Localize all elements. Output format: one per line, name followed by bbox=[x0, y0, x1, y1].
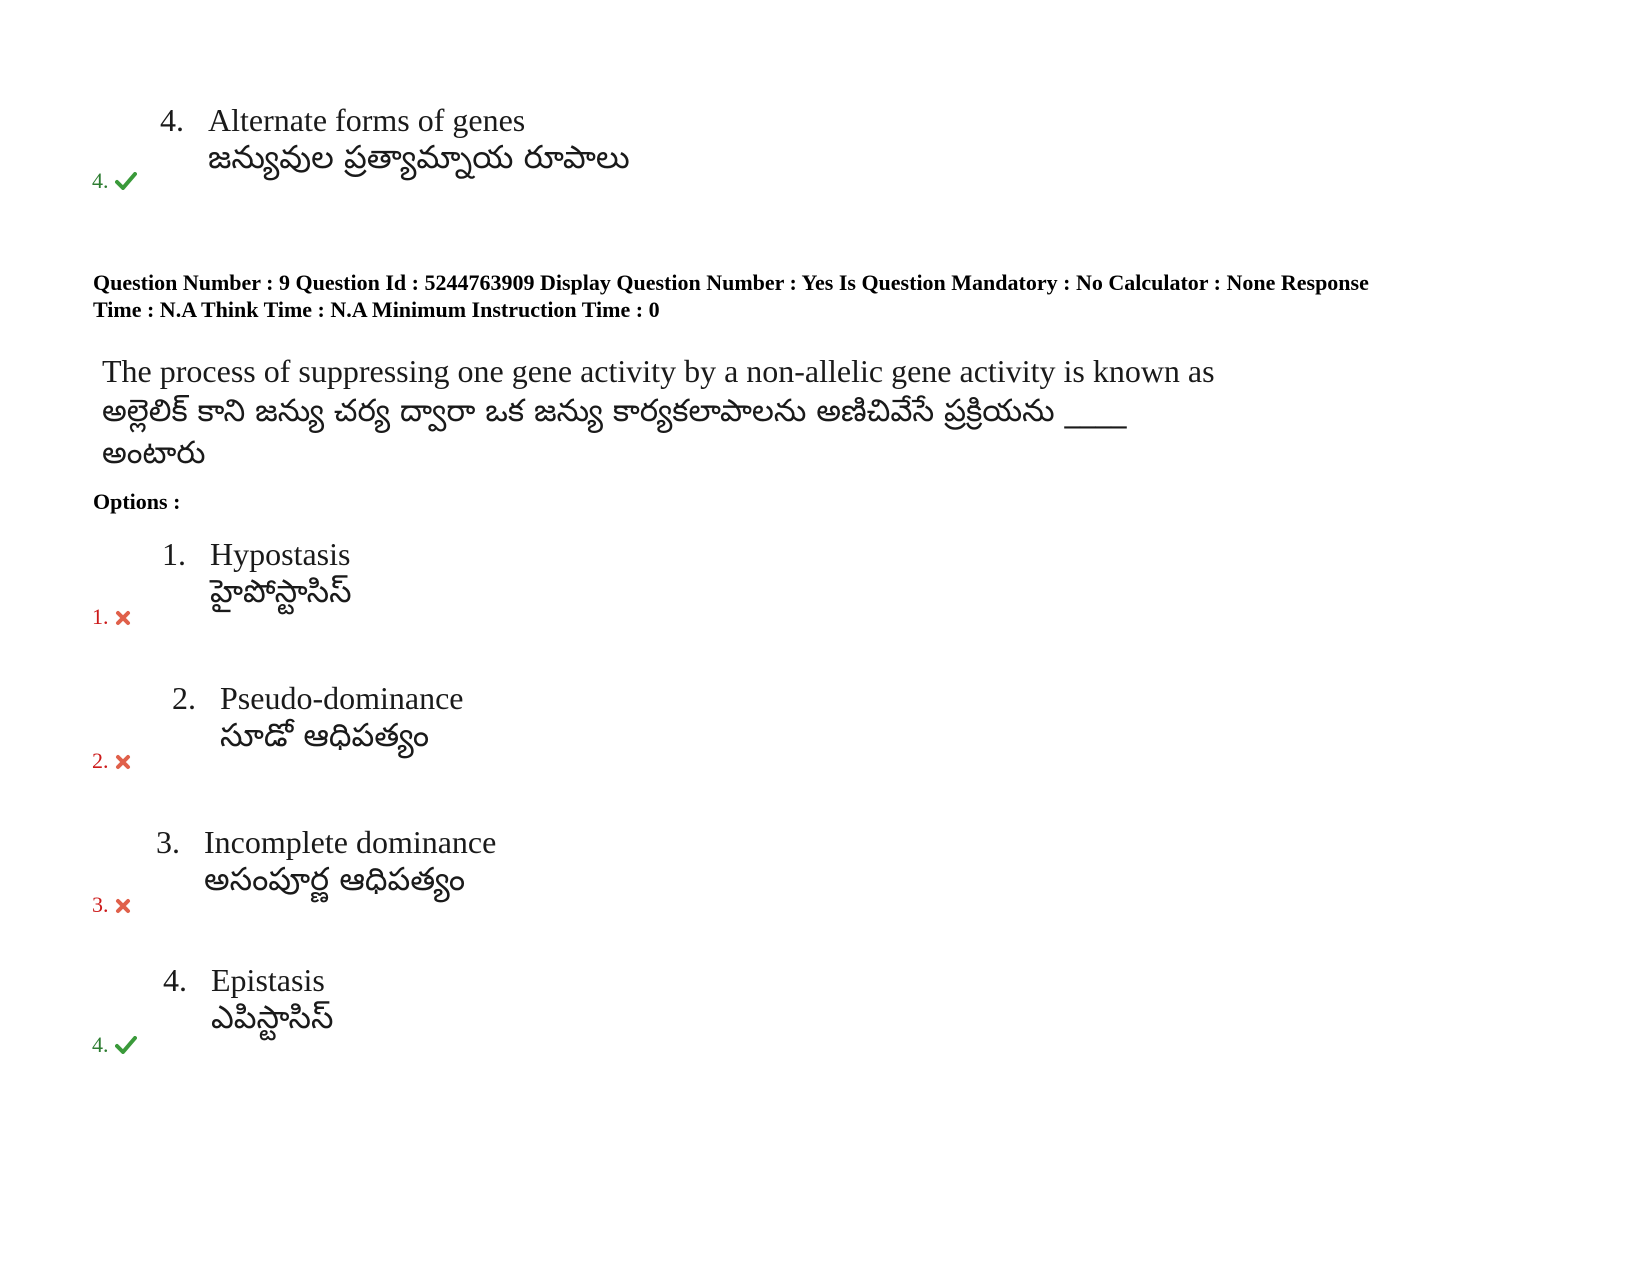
cross-icon bbox=[115, 894, 131, 920]
question-meta-line1: Question Number : 9 Question Id : 5244763909 Display Question Number : Yes Is Question Mandatory : No Calculator : None Response bbox=[93, 270, 1369, 295]
option-2-marker bbox=[92, 748, 131, 776]
option-3-marker-label: 3. bbox=[92, 892, 109, 917]
option-2 bbox=[172, 680, 464, 754]
option-2-telugu: సూడో ఆధిపత్యం bbox=[220, 716, 430, 754]
option-4-english-line bbox=[163, 962, 333, 998]
option-4-telugu: ఎపిస్టాసిస్ bbox=[211, 998, 334, 1036]
check-icon bbox=[115, 170, 137, 196]
option-1-marker-label: 1. bbox=[92, 604, 109, 629]
check-icon bbox=[115, 1034, 137, 1060]
option-1 bbox=[162, 536, 352, 610]
cross-icon bbox=[115, 606, 131, 632]
question-meta-line2: Time : N.A Think Time : N.A Minimum Instruction Time : 0 bbox=[93, 297, 660, 322]
prev-option-4-english: Alternate forms of genes bbox=[208, 102, 526, 138]
option-1-number: 1. bbox=[162, 536, 186, 572]
option-3-telugu: అసంపూర్ణ ఆధిపత్యం bbox=[204, 860, 466, 898]
option-2-marker-label: 2. bbox=[92, 748, 109, 773]
option-1-marker bbox=[92, 604, 131, 632]
option-1-english: Hypostasis bbox=[210, 536, 351, 572]
question-text-telugu-line2: అంటారు bbox=[102, 435, 206, 471]
option-1-telugu: హైపోస్టాసిస్ bbox=[210, 572, 352, 610]
prev-option-4-number: 4. bbox=[160, 102, 184, 138]
prev-option-4-marker-label: 4. bbox=[92, 168, 109, 193]
option-4-number: 4. bbox=[163, 962, 187, 998]
option-2-english: Pseudo-dominance bbox=[220, 680, 464, 716]
question-meta bbox=[93, 269, 1513, 323]
question-text-english: The process of suppressing one gene activity by a non-allelic gene activity is known as bbox=[102, 353, 1215, 389]
option-3-number: 3. bbox=[156, 824, 180, 860]
option-3-english: Incomplete dominance bbox=[204, 824, 497, 860]
option-3-marker bbox=[92, 892, 131, 920]
prev-option-4-marker bbox=[92, 168, 137, 196]
option-3 bbox=[156, 824, 496, 898]
question-text-telugu-line1: అల్లెలిక్ కాని జన్యు చర్య ద్వారా ఒక జన్యు కార్యకలాపాలను అణిచివేసే ప్రక్రియను ____ bbox=[102, 393, 1127, 429]
option-4 bbox=[163, 962, 333, 1036]
prev-option-4-english-line bbox=[160, 102, 630, 138]
option-2-number: 2. bbox=[172, 680, 196, 716]
prev-option-4-telugu: జన్యువుల ప్రత్యామ్నాయ రూపాలు bbox=[208, 138, 630, 176]
option-4-marker bbox=[92, 1032, 137, 1060]
options-label: Options : bbox=[93, 489, 181, 514]
option-4-marker-label: 4. bbox=[92, 1032, 109, 1057]
option-1-english-line bbox=[162, 536, 352, 572]
prev-option-4 bbox=[160, 102, 630, 176]
option-4-english: Epistasis bbox=[211, 962, 325, 998]
option-3-english-line bbox=[156, 824, 496, 860]
option-2-english-line bbox=[172, 680, 464, 716]
question-body bbox=[102, 352, 1215, 474]
cross-icon bbox=[115, 750, 131, 776]
